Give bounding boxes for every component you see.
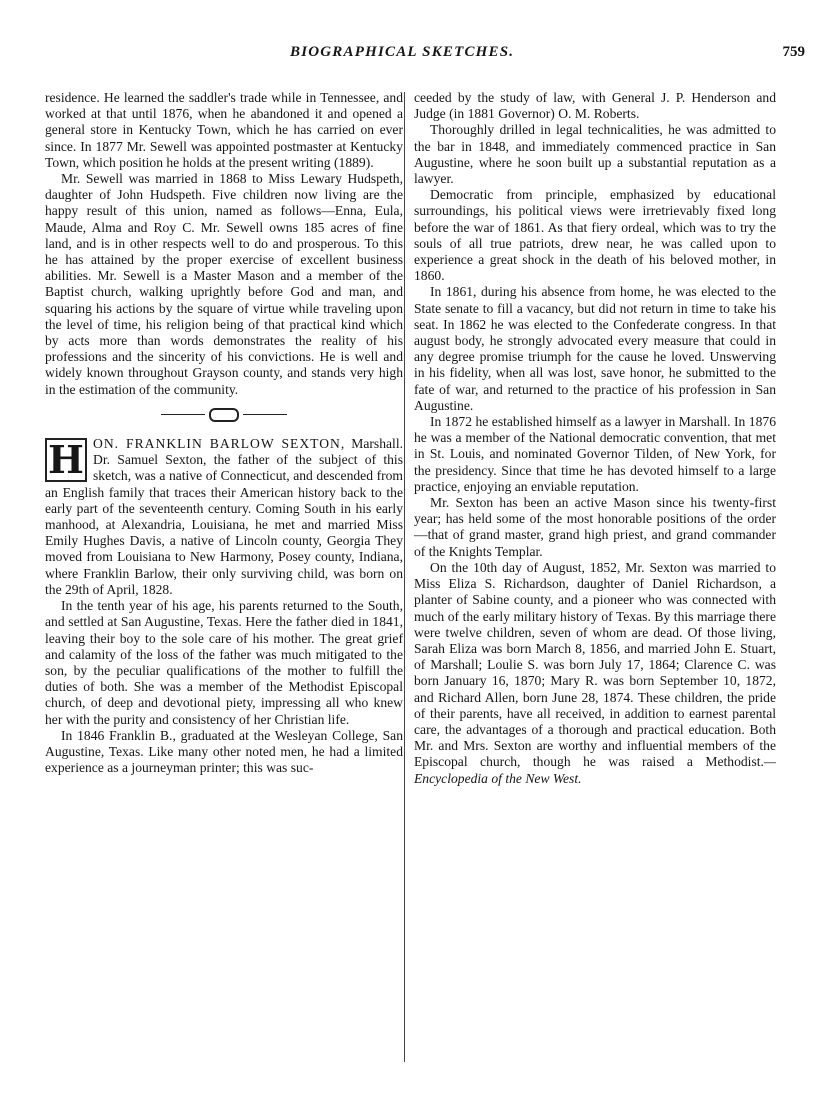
paragraph-sexton-youth: In the tenth year of his age, his parents returned to the South, and settled at San Augustine, Texas. Here the father died in 1841, leaving their boy to the sole care of his mother. The great grief and calamity of the loss of the father was much mitigated to the son, by the peculiar qualifications of the mother to fulfill the duties of both. She was a member of the Methodist Episcopal church, of deep and devotional piety, impressing all who knew her with the purity and consistency of her Christian life. <box>45 598 403 727</box>
paragraph-family <box>414 560 776 787</box>
sketch-subject-name: ON. FRANKLIN BARLOW SEXTON, <box>93 436 346 452</box>
section-divider-ornament <box>45 406 403 422</box>
page-number: 759 <box>782 44 805 60</box>
paragraph-sewell-trade: residence. He learned the saddler's trade while in Tennessee, and worked at that until 1876, when he abandoned it and opened a general store in Kentucky Town, which he has carried on ever since. In 1877 Mr. Sewell was appointed postmaster at Kentucky Town, which position he holds at the present writing (1889). <box>45 90 403 170</box>
left-column <box>45 90 403 776</box>
paragraph-family-text: On the 10th day of August, 1852, Mr. Sexton was married to Miss Eliza S. Richardson, daughter of Daniel Richardson, a planter of Sabine county, and a pioneer who was connected with much of the early military history of Texas. By this marriage there were twelve children, seven of whom are dead. Of those living, Sarah Eliza was born March 8, 1856, and married John E. Stuart, of Marshall; Loulie S. was born July 17, 1864; Clarence C. was born January 16, 1870; Mary R. was born September 10, 1872, and Richard Allen, born June 28, 1874. These children, the pride of their parents, have all received, in addition to earnest parental care, the advantages of a thorough and practical education. Both Mr. and Mrs. Sexton are worthy and influential members of the Episcopal church, though he was raised a Methodist. <box>414 559 776 770</box>
divider-knot-icon <box>209 408 239 422</box>
paragraph-masonic-career: Mr. Sexton has been an active Mason since his twenty-first year; has held some of the most honorable positions of the order—that of grand master, grand high priest, and grand commander of the Knights Templar. <box>414 495 776 559</box>
paragraph-marshall-practice: In 1872 he established himself as a lawyer in Marshall. In 1876 he was a member of the National democratic convention, that met in St. Louis, and nominated Governor Tilden, of New York, for the presidency. Since that time he has devoted himself to a large practice, enjoying an enviable reputation. <box>414 414 776 494</box>
paragraph-law-study: ceeded by the study of law, with General J. P. Henderson and Judge (in 1881 Governor) O. M. Roberts. <box>414 90 776 122</box>
source-citation: —Encyclopedia of the New West. <box>414 754 776 786</box>
paragraph-bar-admission: Thoroughly drilled in legal technicalities, he was admitted to the bar in 1848, and immediately commenced practice in San Augustine, where he soon built up a substantial reputation as a lawyer. <box>414 122 776 187</box>
paragraph-war-years: In 1861, during his absence from home, he was elected to the State senate to fill a vacancy, but did not return in time to take his seat. In 1862 he was elected to the Confederate congress. In that august body, he strongly advocated every measure that could in any degree promise triumph for the cause he loved. Unswerving in his fidelity, when all was lost, save honor, he submitted to the fate of war, and returned to the practice of his profession in San Augustine. <box>414 284 776 413</box>
paragraph-sexton-intro-text: Marshall. Dr. Samuel Sexton, the father of the subject of this sketch, was a native of Connecticut, and descended from an English family that traces their American history back to the early part of the seventeenth century. Coming South in his early manhood, at Alexandria, Louisiana, he met and married Miss Emily Hughes Davis, a native of Lincoln county, Georgia They moved from Louisiana to New Harmony, Posey county, Indiana, where Franklin Barlow, their only surviving child, was born on the 29th of April, 1828. <box>45 436 403 597</box>
paragraph-sewell-marriage: Mr. Sewell was married in 1868 to Miss Lewary Hudspeth, daughter of John Hudspeth. Five children now living are the happy result of this union, named as follows—Enna, Eula, Maude, Alma and Roy C. Mr. Sewell owns 185 acres of fine land, and is in other respects well to do and prosperous. To this he has attained by the proper exercise of excellent business abilities. Mr. Sewell is a Master Mason and a member of the Baptist church, walking uprightly before God and man, and squaring his actions by the square of virtue while traveling upon the level of time, his religion being of that practical kind which by acts more than words demonstrates the reality of his professions and the sincerity of his convictions. He is well and widely known throughout Grayson county, and stands very high in the estimation of the community. <box>45 171 403 397</box>
paragraph-sexton-intro <box>45 436 403 598</box>
paragraph-political-views: Democratic from principle, emphasized by educational surroundings, his political views were irretrievably fixed long before the war of 1861. As that fiery ordeal, which was to try the souls of all true patriots, drew near, he was called upon to experience a great shock in the death of his beloved mother, in 1860. <box>414 187 776 284</box>
right-column <box>414 90 776 787</box>
divider-rule-right <box>243 414 287 415</box>
running-head-title: BIOGRAPHICAL SKETCHES. <box>290 44 515 60</box>
divider-rule-left <box>161 414 205 415</box>
drop-cap-letter: H <box>45 438 87 482</box>
paragraph-sexton-college: In 1846 Franklin B., graduated at the Wesleyan College, San Augustine, Texas. Like many other noted men, he had a limited experience as a journeyman printer; this was suc- <box>45 727 403 776</box>
column-divider <box>404 92 405 1062</box>
